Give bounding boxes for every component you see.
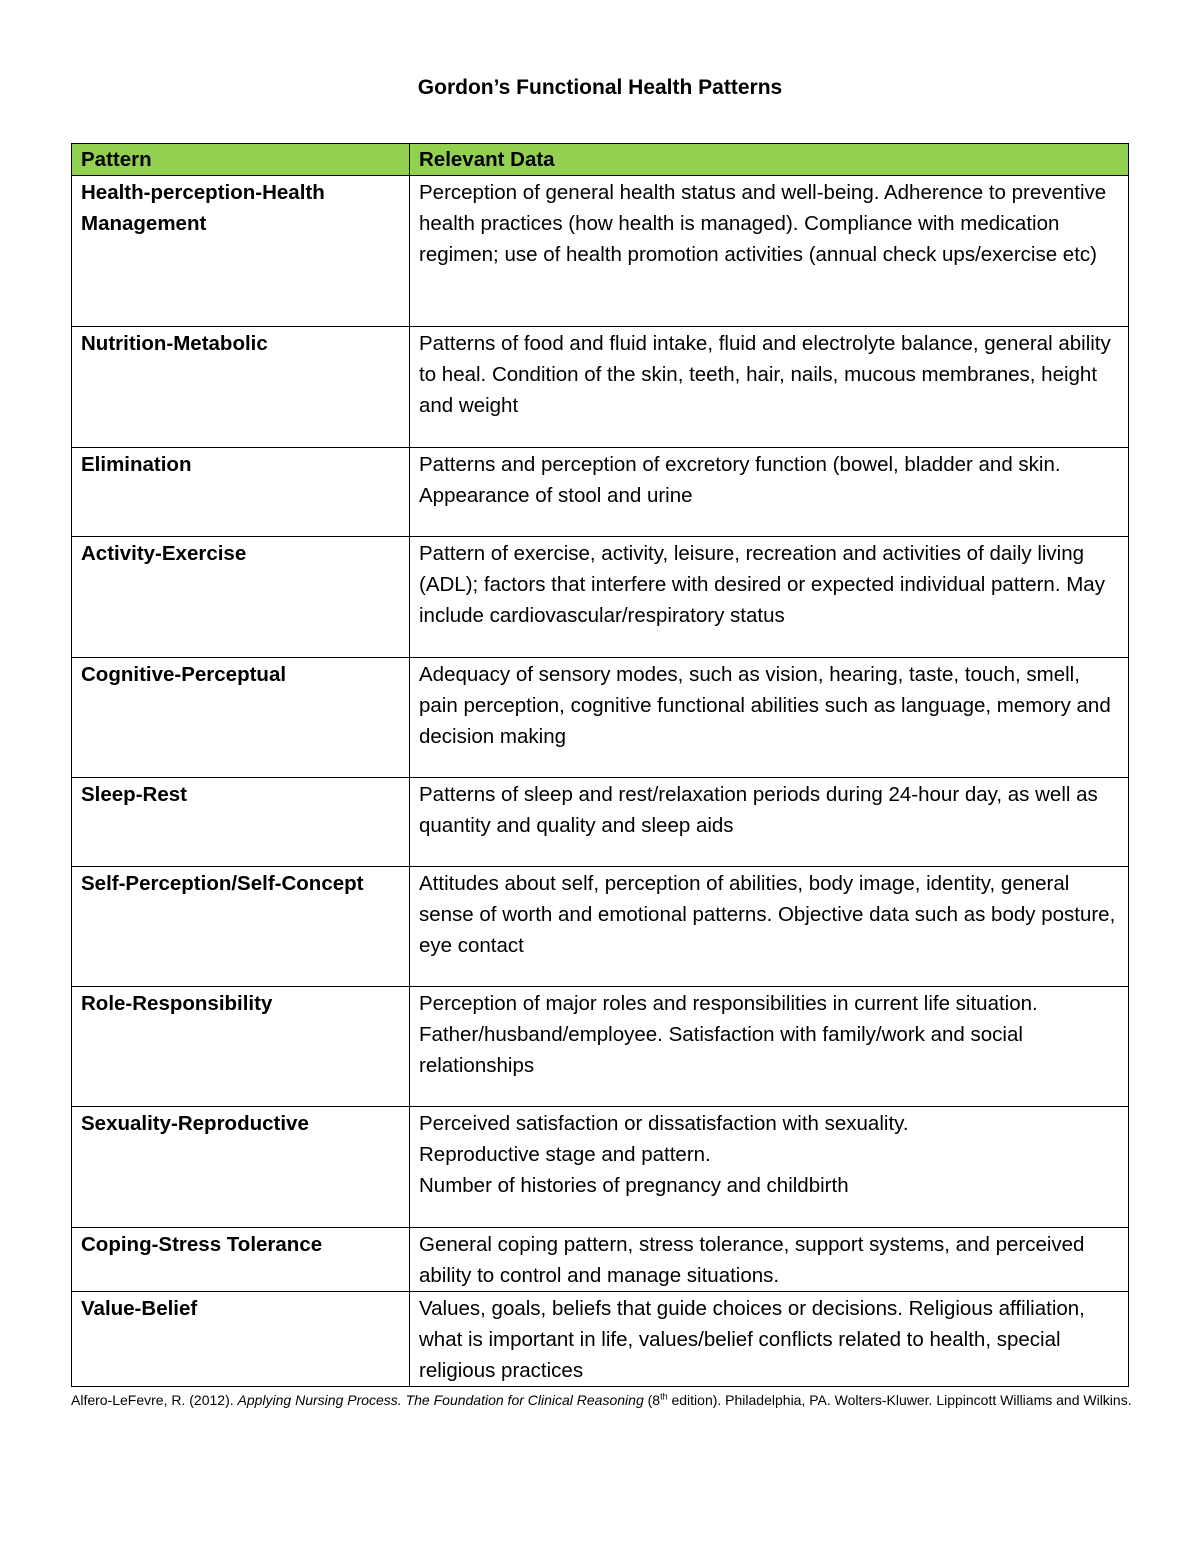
table-row xyxy=(72,1107,1129,1228)
pattern-data: General coping pattern, stress tolerance, support systems, and perceived ability to control and manage situations. xyxy=(410,1228,1129,1292)
pattern-data: Patterns of food and fluid intake, fluid and electrolyte balance, general ability to heal. Condition of the skin, teeth, hair, nails, mucous membranes, height and weight xyxy=(410,327,1129,448)
table-row xyxy=(72,448,1129,537)
pattern-name: Sexuality-Reproductive xyxy=(72,1107,410,1228)
table-row xyxy=(72,867,1129,987)
pattern-name: Self-Perception/Self-Concept xyxy=(72,867,410,987)
pattern-name: Nutrition-Metabolic xyxy=(72,327,410,448)
pattern-name: Sleep-Rest xyxy=(72,778,410,867)
pattern-name: Coping-Stress Tolerance xyxy=(72,1228,410,1292)
table-row xyxy=(72,987,1129,1107)
pattern-data: Patterns and perception of excretory function (bowel, bladder and skin. Appearance of stool and urine xyxy=(410,448,1129,537)
pattern-name: Elimination xyxy=(72,448,410,537)
citation-edition-open: (8 xyxy=(643,1392,661,1408)
citation-author: Alfero-LeFevre, R. (2012). xyxy=(71,1392,238,1408)
table-row xyxy=(72,537,1129,658)
pattern-data: Perceived satisfaction or dissatisfaction with sexuality. Reproductive stage and pattern. Number of histories of pregnancy and childbirth xyxy=(410,1107,1129,1228)
pattern-data: Perception of general health status and well-being. Adherence to preventive health practices (how health is managed). Compliance with medication regimen; use of health promotion activities (annual check ups/exercise etc) xyxy=(410,176,1129,327)
page-title: Gordon’s Functional Health Patterns xyxy=(417,76,783,99)
citation-reference xyxy=(71,1388,1141,1412)
pattern-data: Perception of major roles and responsibilities in current life situation. Father/husband/employee. Satisfaction with family/work and social relationships xyxy=(410,987,1129,1107)
pattern-data: Patterns of sleep and rest/relaxation periods during 24-hour day, as well as quantity and quality and sleep aids xyxy=(410,778,1129,867)
citation-book-title: Applying Nursing Process. The Foundation for Clinical Reasoning xyxy=(237,1392,644,1408)
pattern-data: Attitudes about self, perception of abilities, body image, identity, general sense of worth and emotional patterns. Objective data such as body posture, eye contact xyxy=(410,867,1129,987)
header-relevant-data: Relevant Data xyxy=(410,144,1129,176)
pattern-name: Cognitive-Perceptual xyxy=(72,658,410,778)
table-row xyxy=(72,1292,1129,1387)
pattern-name: Health-perception-Health Management xyxy=(72,176,410,327)
health-patterns-table xyxy=(71,143,1129,1387)
pattern-name: Role-Responsibility xyxy=(72,987,410,1107)
table-row xyxy=(72,1228,1129,1292)
table-row xyxy=(72,658,1129,778)
pattern-name: Activity-Exercise xyxy=(72,537,410,658)
citation-publisher: edition). Philadelphia, PA. Wolters-Kluwer. Lippincott Williams and Wilkins. xyxy=(667,1392,1132,1408)
header-pattern: Pattern xyxy=(72,144,410,176)
pattern-data: Pattern of exercise, activity, leisure, recreation and activities of daily living (ADL); factors that interfere with desired or expected individual pattern. May include cardiovascular/respiratory status xyxy=(410,537,1129,658)
table-row xyxy=(72,327,1129,448)
table-header-row xyxy=(72,144,1129,176)
pattern-data: Values, goals, beliefs that guide choices or decisions. Religious affiliation, what is important in life, values/belief conflicts related to health, special religious practices xyxy=(410,1292,1129,1387)
pattern-data: Adequacy of sensory modes, such as vision, hearing, taste, touch, smell, pain perception, cognitive functional abilities such as language, memory and decision making xyxy=(410,658,1129,778)
table-row xyxy=(72,778,1129,867)
table-row xyxy=(72,176,1129,327)
citation-edition-superscript: th xyxy=(660,1391,668,1402)
pattern-name: Value-Belief xyxy=(72,1292,410,1387)
